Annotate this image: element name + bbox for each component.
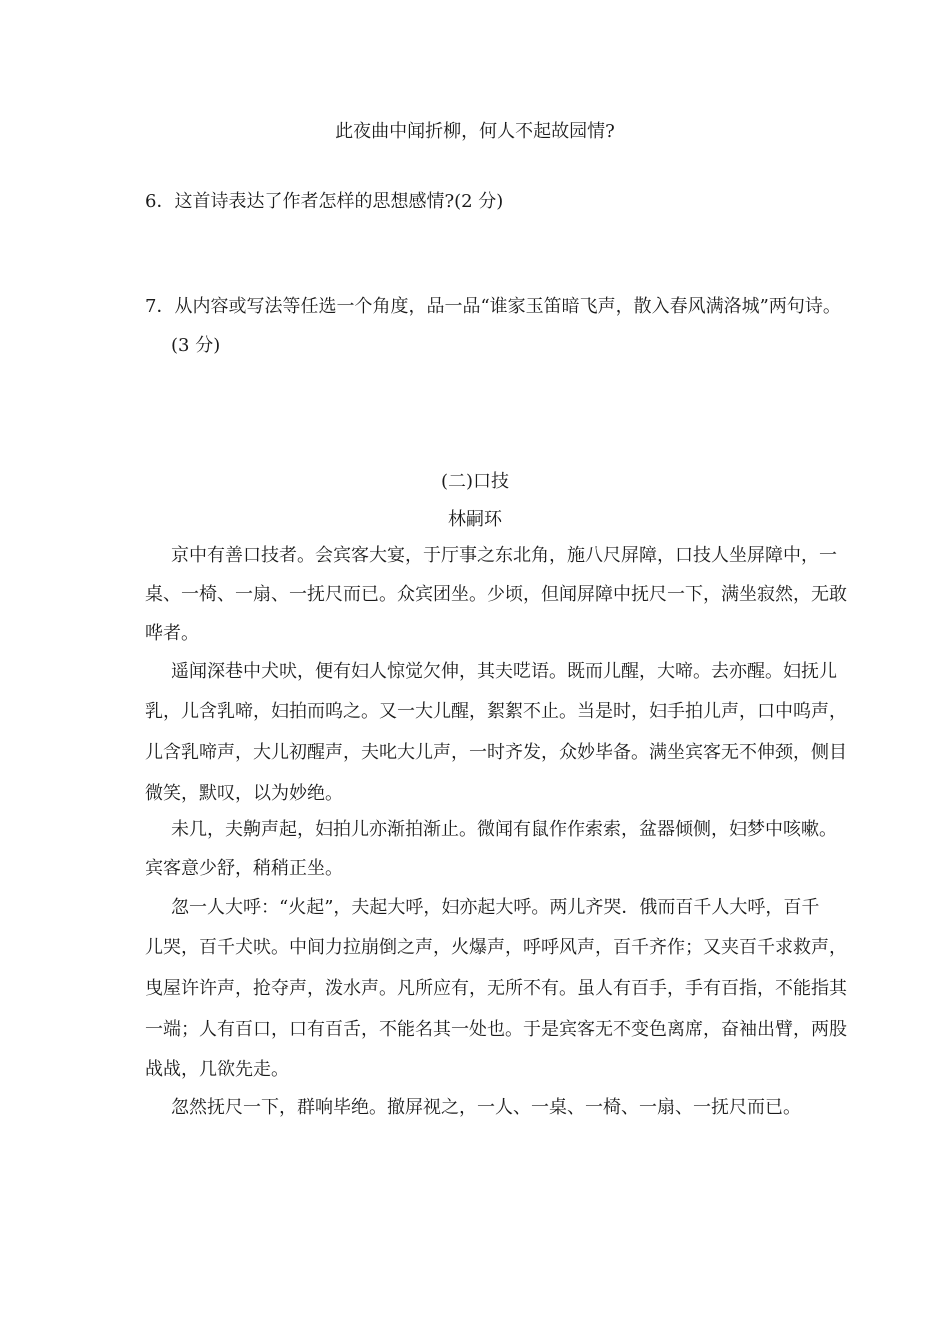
paragraph-line: 儿含乳啼声，大儿初醒声，夫叱大儿声，一时齐发，众妙毕备。满坐宾客无不伸颈，侧目 bbox=[145, 742, 847, 763]
paragraph-line: 忽一人大呼：“火起”，夫起大呼，妇亦起大呼。两儿齐哭．俄而百千人大呼，百千 bbox=[171, 897, 820, 918]
question-6: 6．这首诗表达了作者怎样的思想感情?(2 分) bbox=[145, 191, 504, 212]
paragraph-line: 忽然抚尺一下，群响毕绝。撤屏视之，一人、一桌、一椅、一扇、一抚尺而已。 bbox=[171, 1097, 801, 1118]
paragraph-line: 乳，儿含乳啼，妇拍而呜之。又一大儿醒，絮絮不止。当是时，妇手拍儿声，口中呜声， bbox=[145, 701, 847, 722]
paragraph-line: 曳屋许许声，抢夺声，泼水声。凡所应有，无所不有。虽人有百手，手有百指，不能指其 bbox=[145, 978, 847, 999]
paragraph-line: 微笑，默叹，以为妙绝。 bbox=[145, 783, 343, 804]
paragraph-line: 宾客意少舒，稍稍正坐。 bbox=[145, 858, 343, 879]
paragraph-line: 未几，夫齁声起，妇拍儿亦渐拍渐止。微闻有鼠作作索索，盆器倾侧，妇梦中咳嗽。 bbox=[171, 819, 837, 840]
paragraph-line: 哗者。 bbox=[145, 623, 199, 644]
paragraph-line: 战战，几欲先走。 bbox=[145, 1059, 289, 1080]
paragraph-line: 京中有善口技者。会宾客大宴，于厅事之东北角，施八尺屏障，口技人坐屏障中，一 bbox=[171, 545, 837, 566]
paragraph-line: 桌、一椅、一扇、一抚尺而已。众宾团坐。少顷，但闻屏障中抚尺一下，满坐寂然，无敢 bbox=[145, 584, 847, 605]
paragraph-line: 儿哭，百千犬吠。中间力拉崩倒之声，火爆声，呼呼风声，百千齐作；又夹百千求救声， bbox=[145, 937, 847, 958]
question-7: 7．从内容或写法等任选一个角度，品一品“谁家玉笛暗飞声，散入春风满洛城”两句诗。 bbox=[145, 296, 841, 317]
question-7-score: (3 分) bbox=[171, 335, 221, 356]
passage-author: 林嗣环 bbox=[448, 509, 502, 530]
poem-last-line: 此夜曲中闻折柳，何人不起故园情? bbox=[335, 121, 615, 142]
paragraph-line: 遥闻深巷中犬吠，便有妇人惊觉欠伸，其夫呓语。既而儿醒，大啼。去亦醒。妇抚儿 bbox=[171, 661, 837, 682]
paragraph-line: 一端；人有百口，口有百舌，不能名其一处也。于是宾客无不变色离席，奋袖出臂，两股 bbox=[145, 1019, 847, 1040]
passage-title: (二)口技 bbox=[440, 471, 510, 492]
